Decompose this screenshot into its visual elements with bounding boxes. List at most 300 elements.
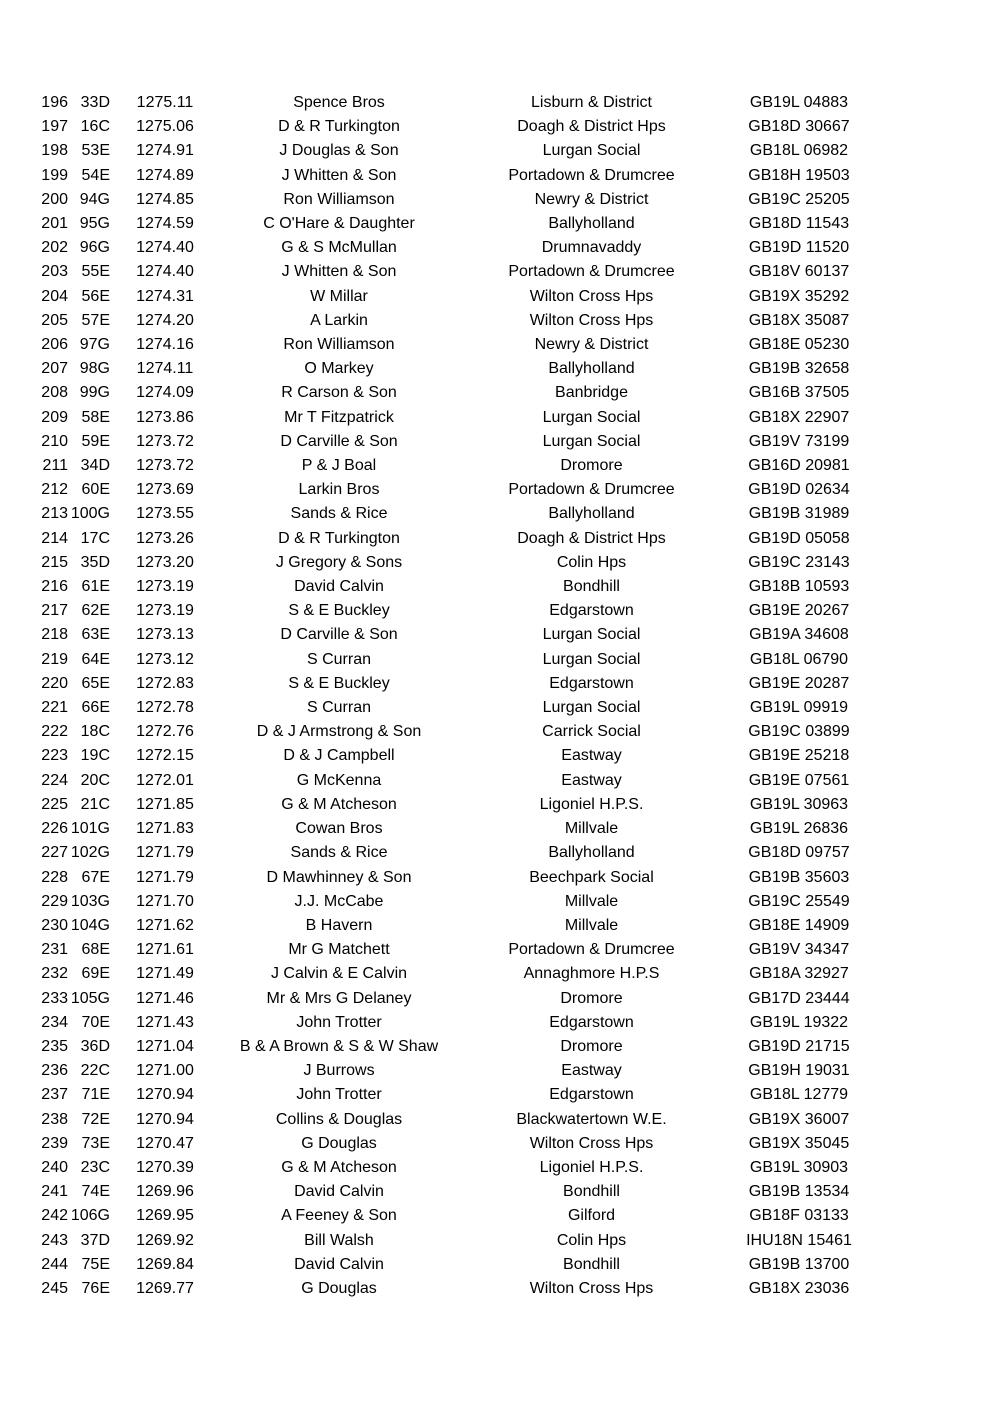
velocity-cell: 1272.01 — [136, 771, 194, 789]
section-ref-cell: 53E — [81, 142, 110, 160]
position-cell: 213 — [41, 505, 68, 523]
ring-number-cell: GB16B 37505 — [748, 384, 850, 402]
section-ref-cell: 94G — [79, 190, 110, 208]
row-spacer — [873, 406, 993, 430]
fancier-name-cell: J Whitten & Son — [281, 263, 397, 281]
club-cell: Edgarstown — [549, 602, 634, 620]
section-ref-cell: 95G — [79, 215, 110, 233]
table-row — [0, 454, 993, 478]
velocity-cell: 1269.95 — [136, 1207, 194, 1225]
fancier-name-cell: A Larkin — [310, 311, 368, 329]
ring-number-cell: GB19B 13700 — [748, 1255, 850, 1273]
velocity-cell: 1274.16 — [136, 336, 194, 354]
section-ref-cell: 99G — [79, 384, 110, 402]
section-ref-cell: 75E — [81, 1255, 110, 1273]
section-ref-cell: 61E — [81, 578, 110, 596]
position-cell: 240 — [41, 1158, 68, 1176]
section-ref-cell: 101G — [70, 820, 110, 838]
club-cell: Ballyholland — [548, 360, 635, 378]
ring-number-cell: GB18V 60137 — [748, 263, 850, 281]
fancier-name-cell: Ron Williamson — [283, 190, 395, 208]
velocity-cell: 1271.70 — [136, 892, 194, 910]
fancier-name-cell: J Burrows — [303, 1062, 375, 1080]
ring-number-cell: GB18D 09757 — [748, 844, 850, 862]
velocity-cell: 1271.43 — [136, 1013, 194, 1031]
velocity-cell: 1271.85 — [136, 795, 194, 813]
ring-number-cell: GB18L 12779 — [749, 1086, 849, 1104]
row-spacer — [873, 1132, 993, 1156]
row-spacer — [873, 866, 993, 890]
section-ref-cell: 36D — [80, 1037, 110, 1055]
club-cell: Newry & District — [534, 336, 649, 354]
club-cell: Millvale — [564, 916, 619, 934]
section-ref-cell: 58E — [81, 408, 110, 426]
position-cell: 238 — [41, 1110, 68, 1128]
club-cell: Portadown & Drumcree — [508, 166, 675, 184]
club-cell: Bondhill — [563, 1183, 620, 1201]
velocity-cell: 1273.86 — [136, 408, 194, 426]
table-row — [0, 1035, 993, 1059]
row-spacer — [873, 527, 993, 551]
row-spacer — [873, 1035, 993, 1059]
velocity-cell: 1273.26 — [136, 529, 194, 547]
velocity-cell: 1274.89 — [136, 166, 194, 184]
fancier-name-cell: Cowan Bros — [295, 820, 383, 838]
velocity-cell: 1273.69 — [136, 481, 194, 499]
row-spacer — [873, 890, 993, 914]
position-cell: 215 — [41, 553, 68, 571]
table-row — [0, 115, 993, 139]
fancier-name-cell: W Millar — [310, 287, 368, 305]
table-row — [0, 164, 993, 188]
table-row — [0, 260, 993, 284]
position-cell: 222 — [41, 723, 68, 741]
velocity-cell: 1271.46 — [136, 989, 194, 1007]
section-ref-cell: 63E — [81, 626, 110, 644]
velocity-cell: 1274.31 — [136, 287, 194, 305]
ring-number-cell: GB19L 30903 — [749, 1158, 849, 1176]
velocity-cell: 1271.00 — [136, 1062, 194, 1080]
velocity-cell: 1272.15 — [136, 747, 194, 765]
position-cell: 225 — [41, 795, 68, 813]
ring-number-cell: GB18E 14909 — [748, 916, 850, 934]
position-cell: 235 — [41, 1037, 68, 1055]
section-ref-cell: 66E — [81, 699, 110, 717]
velocity-cell: 1271.61 — [136, 941, 194, 959]
velocity-cell: 1271.79 — [136, 844, 194, 862]
table-row — [0, 599, 993, 623]
section-ref-cell: 104G — [70, 916, 110, 934]
ring-number-cell: GB19B 32658 — [748, 360, 850, 378]
table-row — [0, 793, 993, 817]
table-row — [0, 1204, 993, 1228]
fancier-name-cell: D Mawhinney & Son — [266, 868, 412, 886]
row-spacer — [873, 599, 993, 623]
ring-number-cell: IHU18N 15461 — [746, 1231, 852, 1249]
position-cell: 212 — [41, 481, 68, 499]
position-cell: 196 — [41, 94, 68, 111]
ring-number-cell: GB19E 07561 — [748, 771, 850, 789]
ring-number-cell: GB19D 11520 — [748, 239, 850, 257]
club-cell: Lurgan Social — [542, 432, 641, 450]
fancier-name-cell: Mr G Matchett — [288, 941, 390, 959]
club-cell: Edgarstown — [549, 1013, 634, 1031]
row-spacer — [873, 962, 993, 986]
row-spacer — [873, 1180, 993, 1204]
row-spacer — [873, 333, 993, 357]
velocity-cell: 1274.85 — [136, 190, 194, 208]
ring-number-cell: GB18X 23036 — [748, 1279, 850, 1297]
fancier-name-cell: C O'Hare & Daughter — [263, 215, 415, 233]
section-ref-cell: 16C — [80, 118, 110, 136]
club-cell: Portadown & Drumcree — [508, 941, 675, 959]
position-cell: 208 — [41, 384, 68, 402]
fancier-name-cell: J.J. McCabe — [294, 892, 384, 910]
ring-number-cell: GB18D 11543 — [748, 215, 850, 233]
ring-number-cell: GB19A 34608 — [749, 626, 849, 644]
fancier-name-cell: Mr & Mrs G Delaney — [266, 989, 412, 1007]
table-row — [0, 139, 993, 163]
club-cell: Doagh & District Hps — [517, 529, 666, 547]
fancier-name-cell: D & R Turkington — [278, 529, 400, 547]
velocity-cell: 1272.76 — [136, 723, 194, 741]
row-spacer — [873, 454, 993, 478]
position-cell: 233 — [41, 989, 68, 1007]
fancier-name-cell: David Calvin — [294, 578, 384, 596]
row-spacer — [873, 115, 993, 139]
table-row — [0, 914, 993, 938]
row-spacer — [873, 672, 993, 696]
section-ref-cell: 18C — [80, 723, 110, 741]
table-row — [0, 357, 993, 381]
fancier-name-cell: David Calvin — [294, 1183, 384, 1201]
row-spacer — [873, 164, 993, 188]
table-row — [0, 1108, 993, 1132]
row-spacer — [873, 1253, 993, 1277]
row-spacer — [873, 575, 993, 599]
position-cell: 198 — [41, 142, 68, 160]
club-cell: Dromore — [560, 989, 623, 1007]
position-cell: 244 — [41, 1255, 68, 1273]
velocity-cell: 1270.94 — [136, 1086, 194, 1104]
table-row — [0, 1180, 993, 1204]
fancier-name-cell: Collins & Douglas — [275, 1110, 403, 1128]
fancier-name-cell: Bill Walsh — [304, 1231, 374, 1249]
table-row — [0, 1277, 993, 1301]
club-cell: Carrick Social — [542, 723, 641, 741]
position-cell: 217 — [41, 602, 68, 620]
section-ref-cell: 96G — [79, 239, 110, 257]
position-cell: 237 — [41, 1086, 68, 1104]
club-cell: Dromore — [560, 1037, 623, 1055]
section-ref-cell: 56E — [81, 287, 110, 305]
section-ref-cell: 21C — [80, 795, 110, 813]
ring-number-cell: GB18D 30667 — [748, 118, 850, 136]
ring-number-cell: GB18E 05230 — [748, 336, 850, 354]
velocity-cell: 1269.77 — [136, 1279, 194, 1297]
fancier-name-cell: G & S McMullan — [281, 239, 397, 257]
table-row — [0, 188, 993, 212]
row-spacer — [873, 212, 993, 236]
club-cell: Wilton Cross Hps — [529, 1134, 654, 1152]
position-cell: 214 — [41, 529, 68, 547]
club-cell: Lurgan Social — [542, 699, 641, 717]
row-spacer — [873, 1204, 993, 1228]
club-cell: Ligoniel H.P.S. — [539, 1158, 644, 1176]
ring-number-cell: GB19B 13534 — [748, 1183, 850, 1201]
row-spacer — [873, 1229, 993, 1253]
position-cell: 220 — [41, 674, 68, 692]
position-cell: 204 — [41, 287, 68, 305]
club-cell: Wilton Cross Hps — [529, 311, 654, 329]
table-row — [0, 212, 993, 236]
row-spacer — [873, 551, 993, 575]
row-spacer — [873, 430, 993, 454]
row-spacer — [873, 987, 993, 1011]
section-ref-cell: 76E — [81, 1279, 110, 1297]
ring-number-cell: GB19H 19031 — [748, 1062, 850, 1080]
fancier-name-cell: J Douglas & Son — [279, 142, 399, 160]
velocity-cell: 1269.84 — [136, 1255, 194, 1273]
position-cell: 236 — [41, 1062, 68, 1080]
ring-number-cell: GB19D 21715 — [748, 1037, 850, 1055]
ring-number-cell: GB19D 05058 — [748, 529, 850, 547]
velocity-cell: 1271.04 — [136, 1037, 194, 1055]
club-cell: Annaghmore H.P.S — [523, 965, 660, 983]
row-spacer — [873, 309, 993, 333]
position-cell: 231 — [41, 941, 68, 959]
velocity-cell: 1273.19 — [136, 578, 194, 596]
velocity-cell: 1274.59 — [136, 215, 194, 233]
position-cell: 229 — [41, 892, 68, 910]
position-cell: 245 — [41, 1279, 68, 1297]
velocity-cell: 1274.40 — [136, 263, 194, 281]
table-row — [0, 648, 993, 672]
club-cell: Colin Hps — [556, 1231, 627, 1249]
section-ref-cell: 106G — [70, 1207, 110, 1225]
ring-number-cell: GB18A 32927 — [749, 965, 849, 983]
position-cell: 210 — [41, 432, 68, 450]
club-cell: Drumnavaddy — [541, 239, 642, 257]
section-ref-cell: 22C — [80, 1062, 110, 1080]
velocity-cell: 1274.40 — [136, 239, 194, 257]
row-spacer — [873, 1156, 993, 1180]
club-cell: Ballyholland — [548, 844, 635, 862]
row-spacer — [873, 357, 993, 381]
fancier-name-cell: S & E Buckley — [288, 602, 390, 620]
club-cell: Ballyholland — [548, 215, 635, 233]
fancier-name-cell: G McKenna — [296, 771, 382, 789]
club-cell: Beechpark Social — [529, 868, 654, 886]
table-row — [0, 478, 993, 502]
fancier-name-cell: B Havern — [305, 916, 373, 934]
section-ref-cell: 69E — [81, 965, 110, 983]
club-cell: Lurgan Social — [542, 408, 641, 426]
section-ref-cell: 70E — [81, 1013, 110, 1031]
position-cell: 219 — [41, 650, 68, 668]
velocity-cell: 1273.55 — [136, 505, 194, 523]
fancier-name-cell: S & E Buckley — [288, 674, 390, 692]
row-spacer — [873, 696, 993, 720]
club-cell: Wilton Cross Hps — [529, 1279, 654, 1297]
table-row — [0, 696, 993, 720]
table-row — [0, 1156, 993, 1180]
fancier-name-cell: Sands & Rice — [290, 844, 388, 862]
club-cell: Eastway — [561, 771, 622, 789]
section-ref-cell: 98G — [79, 360, 110, 378]
fancier-name-cell: S Curran — [306, 650, 372, 668]
section-ref-cell: 97G — [79, 336, 110, 354]
section-ref-cell: 19C — [80, 747, 110, 765]
section-ref-cell: 60E — [81, 481, 110, 499]
velocity-cell: 1273.13 — [136, 626, 194, 644]
row-spacer — [873, 817, 993, 841]
fancier-name-cell: John Trotter — [296, 1086, 382, 1104]
section-ref-cell: 54E — [81, 166, 110, 184]
ring-number-cell: GB19B 35603 — [748, 868, 850, 886]
position-cell: 197 — [41, 118, 68, 136]
section-ref-cell: 37D — [80, 1231, 110, 1249]
ring-number-cell: GB19C 23143 — [748, 553, 850, 571]
club-cell: Portadown & Drumcree — [508, 263, 675, 281]
row-spacer — [873, 139, 993, 163]
row-spacer — [873, 381, 993, 405]
table-row — [0, 381, 993, 405]
table-row — [0, 551, 993, 575]
velocity-cell: 1270.39 — [136, 1158, 194, 1176]
position-cell: 203 — [41, 263, 68, 281]
section-ref-cell: 65E — [81, 674, 110, 692]
section-ref-cell: 23C — [80, 1158, 110, 1176]
position-cell: 216 — [41, 578, 68, 596]
ring-number-cell: GB19E 20287 — [748, 674, 850, 692]
club-cell: Gilford — [567, 1207, 616, 1225]
table-row — [0, 769, 993, 793]
club-cell: Bondhill — [563, 578, 620, 596]
row-spacer — [873, 623, 993, 647]
position-cell: 242 — [41, 1207, 68, 1225]
position-cell: 226 — [41, 820, 68, 838]
ring-number-cell: GB17D 23444 — [748, 989, 850, 1007]
section-ref-cell: 73E — [81, 1134, 110, 1152]
fancier-name-cell: S Curran — [306, 699, 372, 717]
table-row — [0, 938, 993, 962]
ring-number-cell: GB19E 25218 — [748, 747, 850, 765]
position-cell: 202 — [41, 239, 68, 257]
velocity-cell: 1271.83 — [136, 820, 194, 838]
fancier-name-cell: B & A Brown & S & W Shaw — [239, 1037, 439, 1055]
results-body — [0, 91, 993, 1301]
results-table — [0, 91, 993, 1301]
club-cell: Eastway — [561, 1062, 622, 1080]
table-row — [0, 817, 993, 841]
position-cell: 223 — [41, 747, 68, 765]
ring-number-cell: GB19C 03899 — [748, 723, 850, 741]
ring-number-cell: GB19D 02634 — [748, 481, 850, 499]
velocity-cell: 1270.47 — [136, 1134, 194, 1152]
position-cell: 239 — [41, 1134, 68, 1152]
club-cell: Lurgan Social — [542, 626, 641, 644]
ring-number-cell: GB19X 35045 — [748, 1134, 850, 1152]
table-row — [0, 309, 993, 333]
row-spacer — [873, 502, 993, 526]
fancier-name-cell: Mr T Fitzpatrick — [284, 408, 394, 426]
row-spacer — [873, 720, 993, 744]
table-row — [0, 962, 993, 986]
velocity-cell: 1271.79 — [136, 868, 194, 886]
section-ref-cell: 72E — [81, 1110, 110, 1128]
fancier-name-cell: Spence Bros — [293, 94, 385, 111]
table-row — [0, 91, 993, 115]
row-spacer — [873, 938, 993, 962]
ring-number-cell: GB18L 06790 — [749, 650, 849, 668]
fancier-name-cell: O Markey — [304, 360, 374, 378]
fancier-name-cell: J Whitten & Son — [281, 166, 397, 184]
ring-number-cell: GB19L 19322 — [749, 1013, 849, 1031]
velocity-cell: 1275.06 — [136, 118, 194, 136]
position-cell: 241 — [41, 1183, 68, 1201]
ring-number-cell: GB18B 10593 — [748, 578, 850, 596]
ring-number-cell: GB19X 35292 — [748, 287, 850, 305]
ring-number-cell: GB19E 20267 — [748, 602, 850, 620]
fancier-name-cell: J Calvin & E Calvin — [270, 965, 408, 983]
row-spacer — [873, 648, 993, 672]
club-cell: Newry & District — [534, 190, 649, 208]
club-cell: Eastway — [561, 747, 622, 765]
position-cell: 230 — [41, 916, 68, 934]
table-row — [0, 430, 993, 454]
table-row — [0, 623, 993, 647]
fancier-name-cell: G Douglas — [301, 1279, 377, 1297]
club-cell: Lisburn & District — [531, 94, 652, 111]
ring-number-cell: GB19V 34347 — [748, 941, 850, 959]
position-cell: 206 — [41, 336, 68, 354]
fancier-name-cell: John Trotter — [296, 1013, 382, 1031]
club-cell: Colin Hps — [556, 553, 627, 571]
fancier-name-cell: D & J Armstrong & Son — [256, 723, 422, 741]
club-cell: Lurgan Social — [542, 142, 641, 160]
club-cell: Blackwatertown W.E. — [516, 1110, 667, 1128]
position-cell: 228 — [41, 868, 68, 886]
table-row — [0, 744, 993, 768]
table-row — [0, 890, 993, 914]
velocity-cell: 1273.19 — [136, 602, 194, 620]
row-spacer — [873, 1059, 993, 1083]
ring-number-cell: GB19X 36007 — [748, 1110, 850, 1128]
position-cell: 221 — [41, 699, 68, 717]
ring-number-cell: GB16D 20981 — [748, 457, 850, 475]
club-cell: Millvale — [564, 892, 619, 910]
section-ref-cell: 67E — [81, 868, 110, 886]
ring-number-cell: GB18L 06982 — [749, 142, 849, 160]
fancier-name-cell: R Carson & Son — [281, 384, 397, 402]
table-row — [0, 1083, 993, 1107]
table-row — [0, 1253, 993, 1277]
section-ref-cell: 62E — [81, 602, 110, 620]
table-row — [0, 527, 993, 551]
row-spacer — [873, 914, 993, 938]
position-cell: 199 — [41, 166, 68, 184]
fancier-name-cell: Sands & Rice — [290, 505, 388, 523]
section-ref-cell: 57E — [81, 311, 110, 329]
velocity-cell: 1272.83 — [136, 674, 194, 692]
velocity-cell: 1272.78 — [136, 699, 194, 717]
fancier-name-cell: G & M Atcheson — [281, 795, 397, 813]
row-spacer — [873, 236, 993, 260]
fancier-name-cell: D & J Campbell — [283, 747, 395, 765]
section-ref-cell: 55E — [81, 263, 110, 281]
ring-number-cell: GB19C 25205 — [748, 190, 850, 208]
